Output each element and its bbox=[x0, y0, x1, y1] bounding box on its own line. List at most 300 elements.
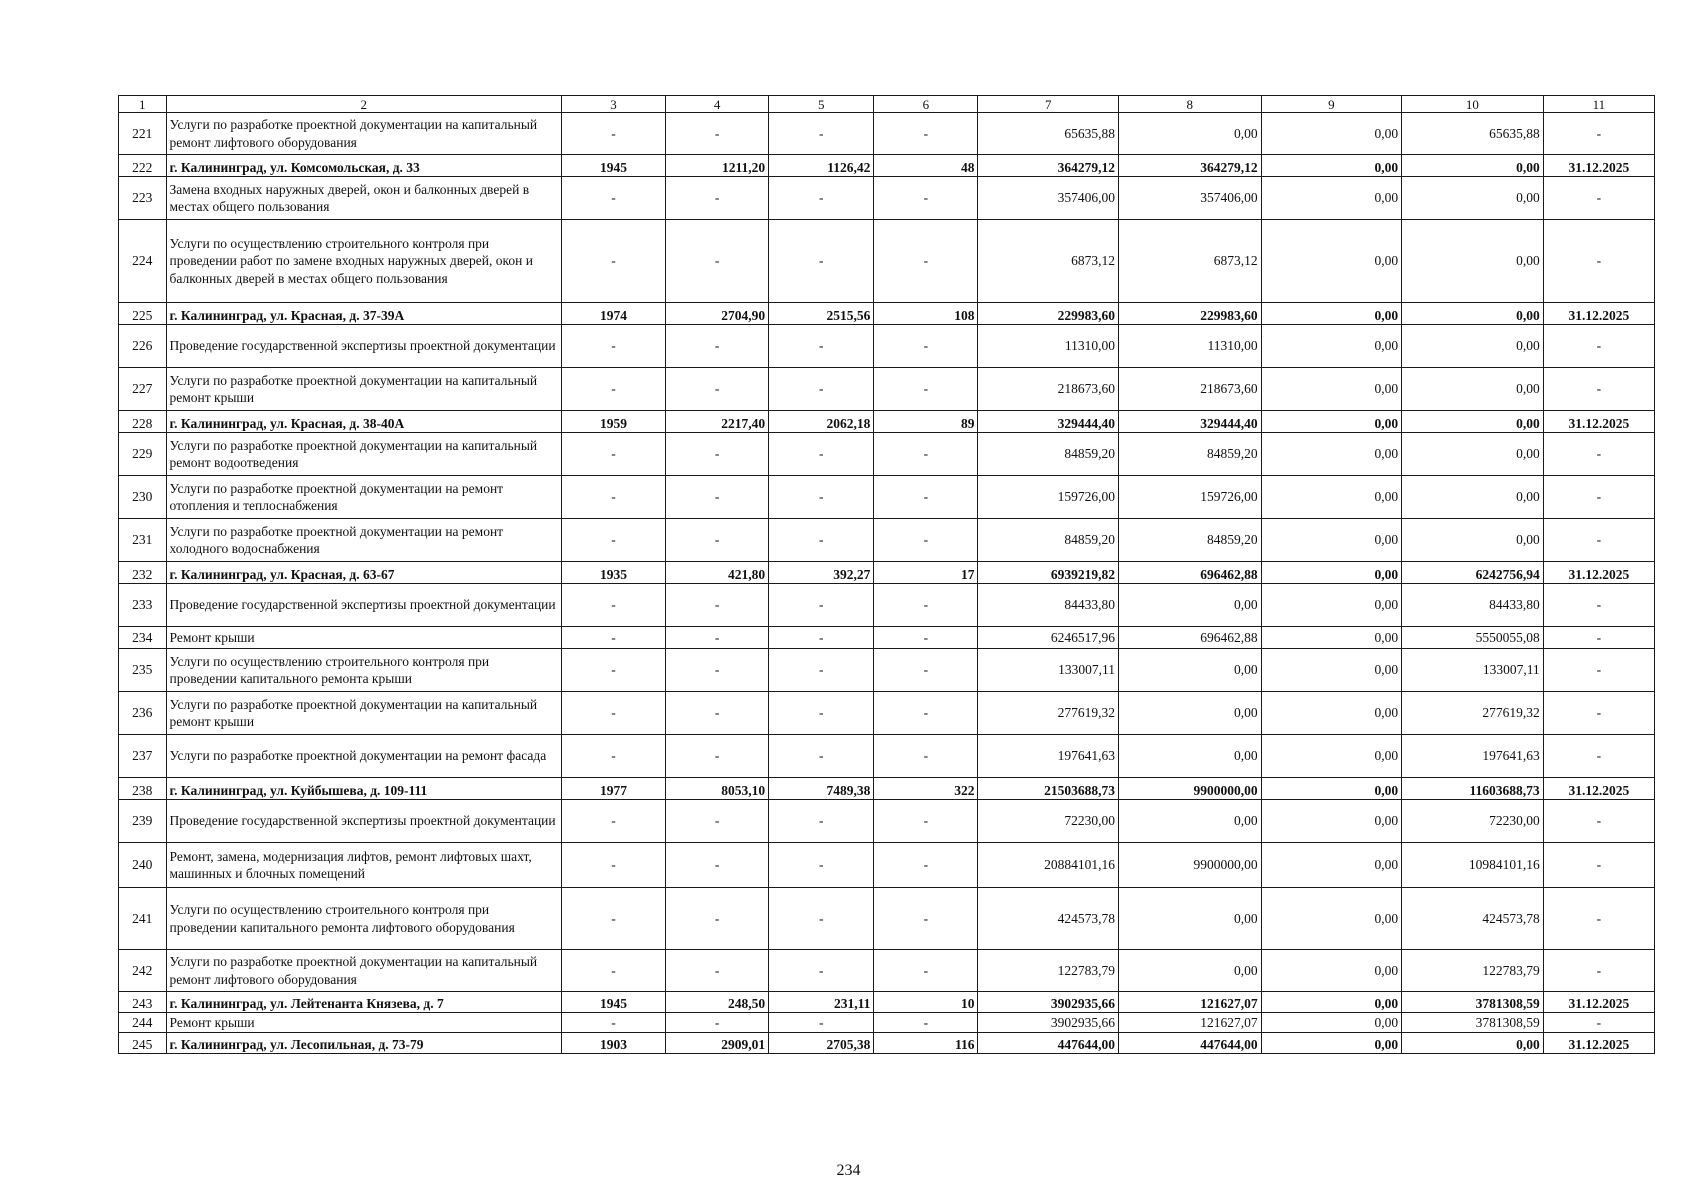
cell-description: Ремонт, замена, модернизация лифтов, ремонт лифтовых шахт, машинных и блочных помещений bbox=[166, 843, 561, 888]
cell-description: Услуги по разработке проектной документации на ремонт фасада bbox=[166, 735, 561, 778]
cell-living-area: - bbox=[769, 220, 874, 303]
cell-cost-col-10: 0,00 bbox=[1402, 433, 1544, 476]
service-row bbox=[119, 950, 1655, 992]
cell-row-number: 224 bbox=[119, 220, 167, 303]
page-number: 234 bbox=[836, 1162, 861, 1179]
cell-cost-col-9: 0,00 bbox=[1261, 735, 1402, 778]
cell-row-number: 232 bbox=[119, 562, 167, 584]
cell-description: г. Калининград, ул. Красная, д. 38-40А bbox=[166, 411, 561, 433]
cell-total-area: - bbox=[666, 368, 769, 411]
cell-cost-col-8: 696462,88 bbox=[1119, 562, 1262, 584]
cell-living-area: - bbox=[769, 476, 874, 519]
address-row bbox=[119, 1033, 1655, 1054]
cell-row-number: 242 bbox=[119, 950, 167, 992]
cell-build-year: - bbox=[561, 627, 665, 649]
cell-build-year: 1945 bbox=[561, 155, 665, 177]
column-header-3: 3 bbox=[561, 96, 665, 113]
cell-living-area: 2062,18 bbox=[769, 411, 874, 433]
cell-living-area: 231,11 bbox=[769, 992, 874, 1013]
cell-total-cost: 197641,63 bbox=[978, 735, 1119, 778]
cell-cost-col-9: 0,00 bbox=[1261, 627, 1402, 649]
cell-residents: 108 bbox=[874, 303, 978, 325]
cell-cost-col-9: 0,00 bbox=[1261, 155, 1402, 177]
cell-cost-col-8: 9900000,00 bbox=[1119, 778, 1262, 800]
cell-description: Услуги по разработке проектной документации на капитальный ремонт лифтового оборудования bbox=[166, 113, 561, 155]
service-row bbox=[119, 368, 1655, 411]
cell-deadline: - bbox=[1543, 800, 1654, 843]
cell-cost-col-8: 121627,07 bbox=[1119, 1013, 1262, 1033]
cell-living-area: - bbox=[769, 627, 874, 649]
cell-row-number: 229 bbox=[119, 433, 167, 476]
cell-row-number: 228 bbox=[119, 411, 167, 433]
column-header-8: 8 bbox=[1119, 96, 1262, 113]
cell-row-number: 238 bbox=[119, 778, 167, 800]
cell-build-year: 1977 bbox=[561, 778, 665, 800]
cell-row-number: 244 bbox=[119, 1013, 167, 1033]
cell-description: г. Калининград, ул. Комсомольская, д. 33 bbox=[166, 155, 561, 177]
cell-deadline: - bbox=[1543, 519, 1654, 562]
service-row bbox=[119, 325, 1655, 368]
cell-deadline: - bbox=[1543, 113, 1654, 155]
cell-cost-col-8: 84859,20 bbox=[1119, 433, 1262, 476]
cell-deadline: - bbox=[1543, 735, 1654, 778]
cell-row-number: 243 bbox=[119, 992, 167, 1013]
cell-residents: 10 bbox=[874, 992, 978, 1013]
cell-total-cost: 3902935,66 bbox=[978, 1013, 1119, 1033]
cell-total-cost: 159726,00 bbox=[978, 476, 1119, 519]
cell-cost-col-10: 11603688,73 bbox=[1402, 778, 1544, 800]
service-row bbox=[119, 177, 1655, 220]
cell-residents: - bbox=[874, 800, 978, 843]
address-row bbox=[119, 411, 1655, 433]
cell-deadline: - bbox=[1543, 368, 1654, 411]
cell-cost-col-8: 0,00 bbox=[1119, 888, 1262, 950]
cell-build-year: 1974 bbox=[561, 303, 665, 325]
column-header-4: 4 bbox=[666, 96, 769, 113]
cell-description: Услуги по разработке проектной документации на ремонт холодного водоснабжения bbox=[166, 519, 561, 562]
cell-deadline: - bbox=[1543, 950, 1654, 992]
cell-residents: - bbox=[874, 627, 978, 649]
cell-build-year: - bbox=[561, 950, 665, 992]
cell-living-area: - bbox=[769, 843, 874, 888]
cell-total-area: - bbox=[666, 519, 769, 562]
service-row bbox=[119, 433, 1655, 476]
cell-build-year: - bbox=[561, 800, 665, 843]
cell-living-area: 1126,42 bbox=[769, 155, 874, 177]
cell-row-number: 226 bbox=[119, 325, 167, 368]
cell-living-area: - bbox=[769, 584, 874, 627]
cell-build-year: - bbox=[561, 113, 665, 155]
cell-row-number: 231 bbox=[119, 519, 167, 562]
cell-total-area: - bbox=[666, 950, 769, 992]
cell-total-area: - bbox=[666, 476, 769, 519]
cell-cost-col-9: 0,00 bbox=[1261, 476, 1402, 519]
cell-cost-col-9: 0,00 bbox=[1261, 220, 1402, 303]
cell-total-cost: 133007,11 bbox=[978, 649, 1119, 692]
address-row bbox=[119, 562, 1655, 584]
cell-row-number: 223 bbox=[119, 177, 167, 220]
cell-residents: - bbox=[874, 692, 978, 735]
cell-total-cost: 84433,80 bbox=[978, 584, 1119, 627]
cell-cost-col-10: 122783,79 bbox=[1402, 950, 1544, 992]
cell-cost-col-9: 0,00 bbox=[1261, 950, 1402, 992]
cell-total-cost: 447644,00 bbox=[978, 1033, 1119, 1054]
cell-living-area: - bbox=[769, 113, 874, 155]
cell-total-area: 2704,90 bbox=[666, 303, 769, 325]
address-row bbox=[119, 778, 1655, 800]
cell-residents: - bbox=[874, 584, 978, 627]
service-row bbox=[119, 800, 1655, 843]
service-row bbox=[119, 1013, 1655, 1033]
cell-cost-col-8: 0,00 bbox=[1119, 692, 1262, 735]
service-row bbox=[119, 519, 1655, 562]
cell-cost-col-10: 133007,11 bbox=[1402, 649, 1544, 692]
cell-deadline: 31.12.2025 bbox=[1543, 411, 1654, 433]
cell-total-cost: 122783,79 bbox=[978, 950, 1119, 992]
service-row bbox=[119, 476, 1655, 519]
cell-cost-col-8: 229983,60 bbox=[1119, 303, 1262, 325]
cell-cost-col-10: 197641,63 bbox=[1402, 735, 1544, 778]
cell-row-number: 225 bbox=[119, 303, 167, 325]
cell-total-cost: 424573,78 bbox=[978, 888, 1119, 950]
cell-residents: - bbox=[874, 950, 978, 992]
cell-cost-col-8: 9900000,00 bbox=[1119, 843, 1262, 888]
cell-cost-col-10: 277619,32 bbox=[1402, 692, 1544, 735]
cell-total-cost: 65635,88 bbox=[978, 113, 1119, 155]
cell-living-area: 392,27 bbox=[769, 562, 874, 584]
cell-residents: 89 bbox=[874, 411, 978, 433]
cell-cost-col-9: 0,00 bbox=[1261, 368, 1402, 411]
cell-cost-col-8: 0,00 bbox=[1119, 800, 1262, 843]
address-row bbox=[119, 155, 1655, 177]
cell-living-area: - bbox=[769, 177, 874, 220]
cell-cost-col-10: 3781308,59 bbox=[1402, 992, 1544, 1013]
cell-living-area: 7489,38 bbox=[769, 778, 874, 800]
cell-description: Замена входных наружных дверей, окон и балконных дверей в местах общего пользования bbox=[166, 177, 561, 220]
cell-description: Услуги по осуществлению строительного контроля при проведении капитального ремонта крыши bbox=[166, 649, 561, 692]
cell-total-area: - bbox=[666, 800, 769, 843]
cell-cost-col-9: 0,00 bbox=[1261, 562, 1402, 584]
cell-total-cost: 3902935,66 bbox=[978, 992, 1119, 1013]
cell-cost-col-9: 0,00 bbox=[1261, 992, 1402, 1013]
cell-total-area: - bbox=[666, 649, 769, 692]
cell-cost-col-10: 0,00 bbox=[1402, 155, 1544, 177]
cell-row-number: 235 bbox=[119, 649, 167, 692]
cell-cost-col-9: 0,00 bbox=[1261, 113, 1402, 155]
service-row bbox=[119, 692, 1655, 735]
cell-total-cost: 20884101,16 bbox=[978, 843, 1119, 888]
column-header-10: 10 bbox=[1402, 96, 1544, 113]
cell-deadline: - bbox=[1543, 177, 1654, 220]
cell-cost-col-10: 0,00 bbox=[1402, 411, 1544, 433]
cell-description: Услуги по разработке проектной документации на капитальный ремонт лифтового оборудования bbox=[166, 950, 561, 992]
cell-cost-col-10: 5550055,08 bbox=[1402, 627, 1544, 649]
cell-cost-col-9: 0,00 bbox=[1261, 584, 1402, 627]
cell-build-year: - bbox=[561, 476, 665, 519]
column-header-7: 7 bbox=[978, 96, 1119, 113]
cell-deadline: - bbox=[1543, 325, 1654, 368]
cell-deadline: - bbox=[1543, 584, 1654, 627]
cell-residents: - bbox=[874, 735, 978, 778]
cell-row-number: 227 bbox=[119, 368, 167, 411]
cell-residents: - bbox=[874, 368, 978, 411]
cell-deadline: 31.12.2025 bbox=[1543, 1033, 1654, 1054]
cell-build-year: - bbox=[561, 177, 665, 220]
cell-build-year: - bbox=[561, 368, 665, 411]
cell-build-year: 1903 bbox=[561, 1033, 665, 1054]
cell-deadline: 31.12.2025 bbox=[1543, 303, 1654, 325]
cell-row-number: 234 bbox=[119, 627, 167, 649]
cell-cost-col-10: 3781308,59 bbox=[1402, 1013, 1544, 1033]
cell-cost-col-8: 84859,20 bbox=[1119, 519, 1262, 562]
cell-description: Услуги по разработке проектной документации на капитальный ремонт водоотведения bbox=[166, 433, 561, 476]
service-row bbox=[119, 843, 1655, 888]
cell-residents: - bbox=[874, 1013, 978, 1033]
cell-cost-col-9: 0,00 bbox=[1261, 692, 1402, 735]
cell-living-area: - bbox=[769, 368, 874, 411]
cell-deadline: 31.12.2025 bbox=[1543, 778, 1654, 800]
cell-cost-col-10: 10984101,16 bbox=[1402, 843, 1544, 888]
cell-cost-col-8: 121627,07 bbox=[1119, 992, 1262, 1013]
cell-cost-col-8: 0,00 bbox=[1119, 113, 1262, 155]
cell-deadline: - bbox=[1543, 627, 1654, 649]
cell-living-area: - bbox=[769, 735, 874, 778]
cell-cost-col-8: 159726,00 bbox=[1119, 476, 1262, 519]
column-header-6: 6 bbox=[874, 96, 978, 113]
cell-total-cost: 229983,60 bbox=[978, 303, 1119, 325]
address-row bbox=[119, 303, 1655, 325]
cell-cost-col-10: 424573,78 bbox=[1402, 888, 1544, 950]
cell-description: Услуги по осуществлению строительного контроля при проведении капитального ремонта лифтового оборудования bbox=[166, 888, 561, 950]
cell-build-year: - bbox=[561, 1013, 665, 1033]
cell-total-cost: 218673,60 bbox=[978, 368, 1119, 411]
cell-cost-col-9: 0,00 bbox=[1261, 177, 1402, 220]
cell-living-area: - bbox=[769, 800, 874, 843]
cell-total-cost: 6939219,82 bbox=[978, 562, 1119, 584]
cell-cost-col-10: 6242756,94 bbox=[1402, 562, 1544, 584]
service-row bbox=[119, 584, 1655, 627]
cell-residents: 48 bbox=[874, 155, 978, 177]
cell-row-number: 236 bbox=[119, 692, 167, 735]
cell-cost-col-10: 0,00 bbox=[1402, 1033, 1544, 1054]
cell-build-year: - bbox=[561, 735, 665, 778]
cell-row-number: 221 bbox=[119, 113, 167, 155]
cell-residents: - bbox=[874, 888, 978, 950]
cell-total-cost: 6873,12 bbox=[978, 220, 1119, 303]
cell-deadline: 31.12.2025 bbox=[1543, 155, 1654, 177]
cell-total-area: - bbox=[666, 433, 769, 476]
cell-description: Ремонт крыши bbox=[166, 627, 561, 649]
cell-description: Услуги по осуществлению строительного контроля при проведении работ по замене входных наружных дверей, окон и балконных дверей в местах общего пользования bbox=[166, 220, 561, 303]
cell-build-year: - bbox=[561, 584, 665, 627]
cell-living-area: - bbox=[769, 1013, 874, 1033]
cell-total-area: - bbox=[666, 692, 769, 735]
cell-row-number: 245 bbox=[119, 1033, 167, 1054]
cell-cost-col-9: 0,00 bbox=[1261, 778, 1402, 800]
cell-row-number: 239 bbox=[119, 800, 167, 843]
cell-total-cost: 277619,32 bbox=[978, 692, 1119, 735]
cell-cost-col-8: 0,00 bbox=[1119, 950, 1262, 992]
cell-build-year: - bbox=[561, 519, 665, 562]
cell-build-year: - bbox=[561, 220, 665, 303]
cell-cost-col-8: 0,00 bbox=[1119, 735, 1262, 778]
cell-cost-col-8: 11310,00 bbox=[1119, 325, 1262, 368]
cell-cost-col-9: 0,00 bbox=[1261, 888, 1402, 950]
cell-cost-col-10: 72230,00 bbox=[1402, 800, 1544, 843]
cell-deadline: - bbox=[1543, 692, 1654, 735]
cell-deadline: 31.12.2025 bbox=[1543, 992, 1654, 1013]
cell-total-cost: 11310,00 bbox=[978, 325, 1119, 368]
cell-total-area: 421,80 bbox=[666, 562, 769, 584]
cell-total-cost: 6246517,96 bbox=[978, 627, 1119, 649]
cell-build-year: 1935 bbox=[561, 562, 665, 584]
cell-residents: - bbox=[874, 177, 978, 220]
cell-row-number: 222 bbox=[119, 155, 167, 177]
address-row bbox=[119, 992, 1655, 1013]
cell-description: г. Калининград, ул. Лейтенанта Князева, д. 7 bbox=[166, 992, 561, 1013]
cell-total-cost: 84859,20 bbox=[978, 519, 1119, 562]
cell-cost-col-9: 0,00 bbox=[1261, 800, 1402, 843]
cell-build-year: - bbox=[561, 888, 665, 950]
cell-living-area: - bbox=[769, 692, 874, 735]
cell-total-area: - bbox=[666, 735, 769, 778]
cell-living-area: - bbox=[769, 649, 874, 692]
cell-living-area: - bbox=[769, 519, 874, 562]
cell-total-cost: 364279,12 bbox=[978, 155, 1119, 177]
cell-build-year: - bbox=[561, 843, 665, 888]
cell-deadline: 31.12.2025 bbox=[1543, 562, 1654, 584]
cell-cost-col-9: 0,00 bbox=[1261, 325, 1402, 368]
cell-cost-col-10: 0,00 bbox=[1402, 220, 1544, 303]
cell-residents: 322 bbox=[874, 778, 978, 800]
table-body bbox=[119, 96, 1655, 1054]
cell-build-year: 1959 bbox=[561, 411, 665, 433]
cell-cost-col-9: 0,00 bbox=[1261, 649, 1402, 692]
cell-residents: - bbox=[874, 433, 978, 476]
cell-cost-col-9: 0,00 bbox=[1261, 411, 1402, 433]
cell-description: Проведение государственной экспертизы проектной документации bbox=[166, 584, 561, 627]
cell-build-year: - bbox=[561, 692, 665, 735]
cell-cost-col-8: 0,00 bbox=[1119, 584, 1262, 627]
cell-residents: 17 bbox=[874, 562, 978, 584]
cell-total-area: 248,50 bbox=[666, 992, 769, 1013]
cell-total-area: - bbox=[666, 220, 769, 303]
cell-living-area: - bbox=[769, 325, 874, 368]
cell-description: Проведение государственной экспертизы проектной документации bbox=[166, 800, 561, 843]
service-row bbox=[119, 649, 1655, 692]
cell-cost-col-9: 0,00 bbox=[1261, 519, 1402, 562]
cell-cost-col-8: 357406,00 bbox=[1119, 177, 1262, 220]
cell-cost-col-10: 0,00 bbox=[1402, 368, 1544, 411]
cell-description: Проведение государственной экспертизы проектной документации bbox=[166, 325, 561, 368]
cell-description: Услуги по разработке проектной документации на капитальный ремонт крыши bbox=[166, 692, 561, 735]
cell-total-area: 2217,40 bbox=[666, 411, 769, 433]
cell-cost-col-10: 0,00 bbox=[1402, 177, 1544, 220]
cell-total-area: - bbox=[666, 177, 769, 220]
cell-living-area: - bbox=[769, 433, 874, 476]
cell-residents: - bbox=[874, 220, 978, 303]
cell-living-area: 2705,38 bbox=[769, 1033, 874, 1054]
cell-total-area: - bbox=[666, 584, 769, 627]
cell-build-year: - bbox=[561, 649, 665, 692]
cell-total-area: - bbox=[666, 627, 769, 649]
cell-cost-col-8: 0,00 bbox=[1119, 649, 1262, 692]
cell-deadline: - bbox=[1543, 843, 1654, 888]
column-header-2: 2 bbox=[166, 96, 561, 113]
cell-cost-col-10: 0,00 bbox=[1402, 325, 1544, 368]
cell-row-number: 237 bbox=[119, 735, 167, 778]
cell-cost-col-9: 0,00 bbox=[1261, 1013, 1402, 1033]
cell-total-cost: 72230,00 bbox=[978, 800, 1119, 843]
cell-description: Услуги по разработке проектной документации на капитальный ремонт крыши bbox=[166, 368, 561, 411]
cell-description: г. Калининград, ул. Куйбышева, д. 109-111 bbox=[166, 778, 561, 800]
cell-cost-col-9: 0,00 bbox=[1261, 1033, 1402, 1054]
cell-deadline: - bbox=[1543, 1013, 1654, 1033]
cell-residents: 116 bbox=[874, 1033, 978, 1054]
cell-living-area: - bbox=[769, 888, 874, 950]
cell-row-number: 241 bbox=[119, 888, 167, 950]
cell-living-area: - bbox=[769, 950, 874, 992]
cell-deadline: - bbox=[1543, 476, 1654, 519]
cell-total-area: - bbox=[666, 843, 769, 888]
column-number-header-row bbox=[119, 96, 1655, 113]
column-header-9: 9 bbox=[1261, 96, 1402, 113]
cell-description: Ремонт крыши bbox=[166, 1013, 561, 1033]
cell-total-cost: 357406,00 bbox=[978, 177, 1119, 220]
cell-total-area: - bbox=[666, 325, 769, 368]
cell-deadline: - bbox=[1543, 649, 1654, 692]
cell-residents: - bbox=[874, 519, 978, 562]
cell-total-area: - bbox=[666, 113, 769, 155]
cell-total-area: 8053,10 bbox=[666, 778, 769, 800]
cell-cost-col-9: 0,00 bbox=[1261, 303, 1402, 325]
cell-description: Услуги по разработке проектной документации на ремонт отопления и теплоснабжения bbox=[166, 476, 561, 519]
column-header-1: 1 bbox=[119, 96, 167, 113]
cell-total-area: - bbox=[666, 1013, 769, 1033]
cell-cost-col-8: 696462,88 bbox=[1119, 627, 1262, 649]
cell-residents: - bbox=[874, 843, 978, 888]
cell-total-area: - bbox=[666, 888, 769, 950]
cell-build-year: - bbox=[561, 433, 665, 476]
cell-description: г. Калининград, ул. Красная, д. 63-67 bbox=[166, 562, 561, 584]
cell-total-cost: 21503688,73 bbox=[978, 778, 1119, 800]
document-sheet bbox=[118, 95, 1655, 1054]
cell-build-year: - bbox=[561, 325, 665, 368]
cell-deadline: - bbox=[1543, 433, 1654, 476]
capital-repair-table bbox=[118, 95, 1655, 1054]
cell-total-area: 1211,20 bbox=[666, 155, 769, 177]
cell-cost-col-8: 329444,40 bbox=[1119, 411, 1262, 433]
cell-row-number: 233 bbox=[119, 584, 167, 627]
column-header-11: 11 bbox=[1543, 96, 1654, 113]
service-row bbox=[119, 735, 1655, 778]
cell-total-area: 2909,01 bbox=[666, 1033, 769, 1054]
service-row bbox=[119, 627, 1655, 649]
cell-cost-col-8: 218673,60 bbox=[1119, 368, 1262, 411]
cell-description: г. Калининград, ул. Лесопильная, д. 73-79 bbox=[166, 1033, 561, 1054]
cell-residents: - bbox=[874, 113, 978, 155]
cell-cost-col-10: 0,00 bbox=[1402, 476, 1544, 519]
service-row bbox=[119, 888, 1655, 950]
cell-row-number: 230 bbox=[119, 476, 167, 519]
cell-cost-col-9: 0,00 bbox=[1261, 843, 1402, 888]
cell-cost-col-10: 84433,80 bbox=[1402, 584, 1544, 627]
cell-residents: - bbox=[874, 476, 978, 519]
cell-living-area: 2515,56 bbox=[769, 303, 874, 325]
service-row bbox=[119, 220, 1655, 303]
cell-build-year: 1945 bbox=[561, 992, 665, 1013]
cell-deadline: - bbox=[1543, 220, 1654, 303]
